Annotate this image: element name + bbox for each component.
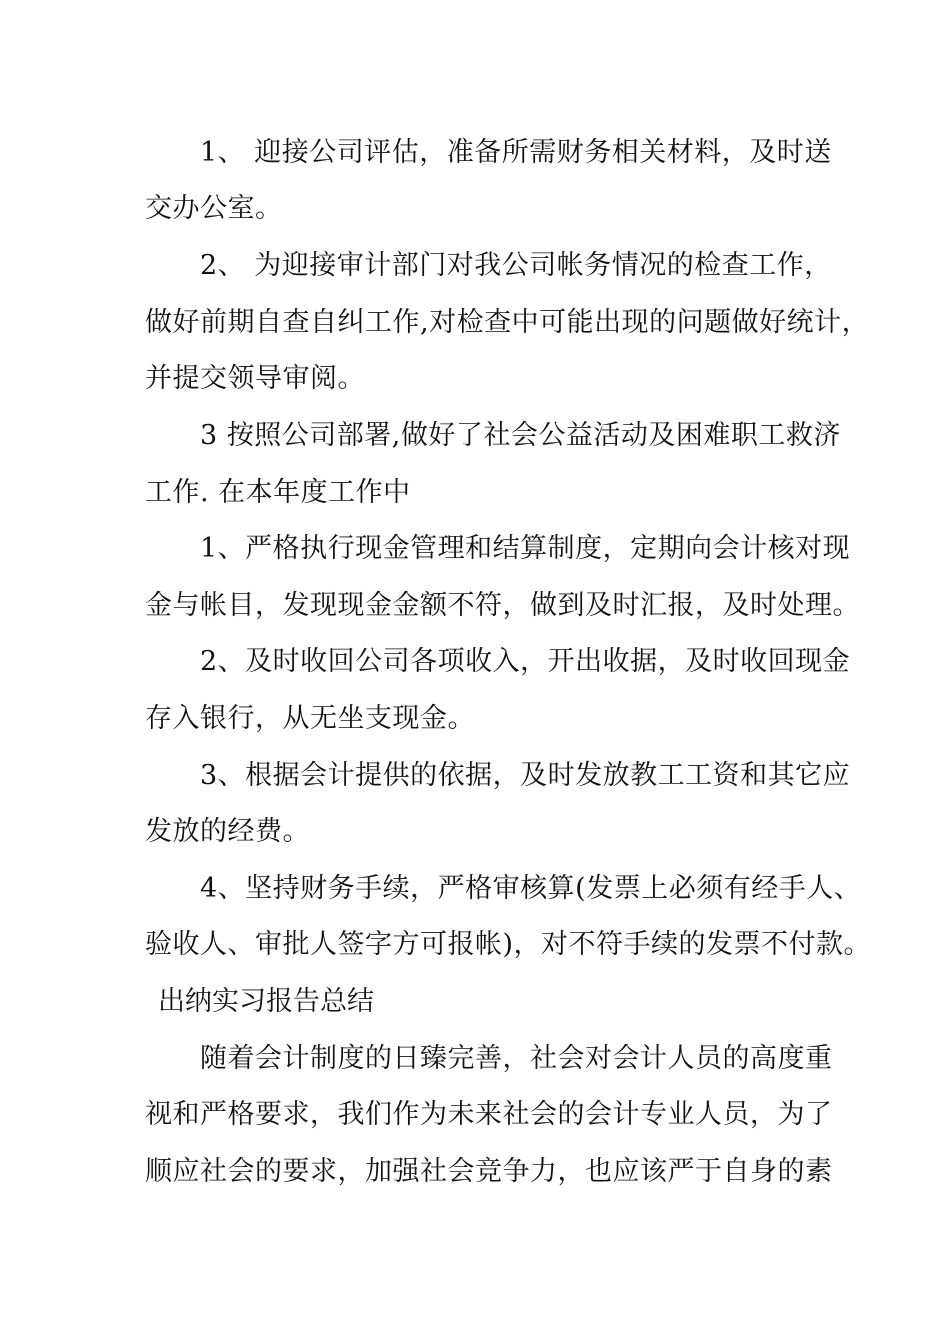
text-line: 交办公室。 — [145, 193, 283, 224]
text-line: 顺应社会的要求，加强社会竞争力，也应该严于自身的素 — [145, 1156, 833, 1187]
text-line: 3、根据会计提供的依据，及时发放教工工资和其它应 — [200, 760, 851, 791]
text-line: 视和严格要求，我们作为未来社会的会计专业人员，为了 — [145, 1099, 833, 1130]
text-line: 1、 迎接公司评估，准备所需财务相关材料，及时送 — [200, 137, 832, 168]
text-line: 发放的经费。 — [145, 816, 310, 847]
text-line: 2、 为迎接审计部门对我公司帐务情况的检查工作， — [200, 250, 832, 281]
text-line: 4、坚持财务手续，严格审核算(发票上必须有经手人、 — [200, 873, 862, 904]
text-line: 随着会计制度的日臻完善，社会对会计人员的高度重 — [200, 1043, 833, 1074]
text-line: 3 按照公司部署,做好了社会公益活动及困难职工救济 — [200, 420, 841, 451]
text-line: 存入银行，从无坐支现金。 — [145, 703, 475, 734]
text-line: 验收人、审批人签字方可报帐)，对不符手续的发票不付款。 — [145, 929, 872, 960]
text-line: 并提交领导审阅。 — [145, 363, 365, 394]
text-line: 工作. 在本年度工作中 — [145, 477, 411, 508]
text-line: 1、严格执行现金管理和结算制度，定期向会计核对现 — [200, 533, 851, 564]
text-line: 金与帐目，发现现金金额不符，做到及时汇报，及时处理。 — [145, 590, 860, 621]
section-title: 出纳实习报告总结 — [158, 986, 374, 1017]
text-line: 2、及时收回公司各项收入，开出收据，及时收回现金 — [200, 646, 851, 677]
text-line: 做好前期自查自纠工作,对检查中可能出现的问题做好统计， — [145, 307, 870, 338]
